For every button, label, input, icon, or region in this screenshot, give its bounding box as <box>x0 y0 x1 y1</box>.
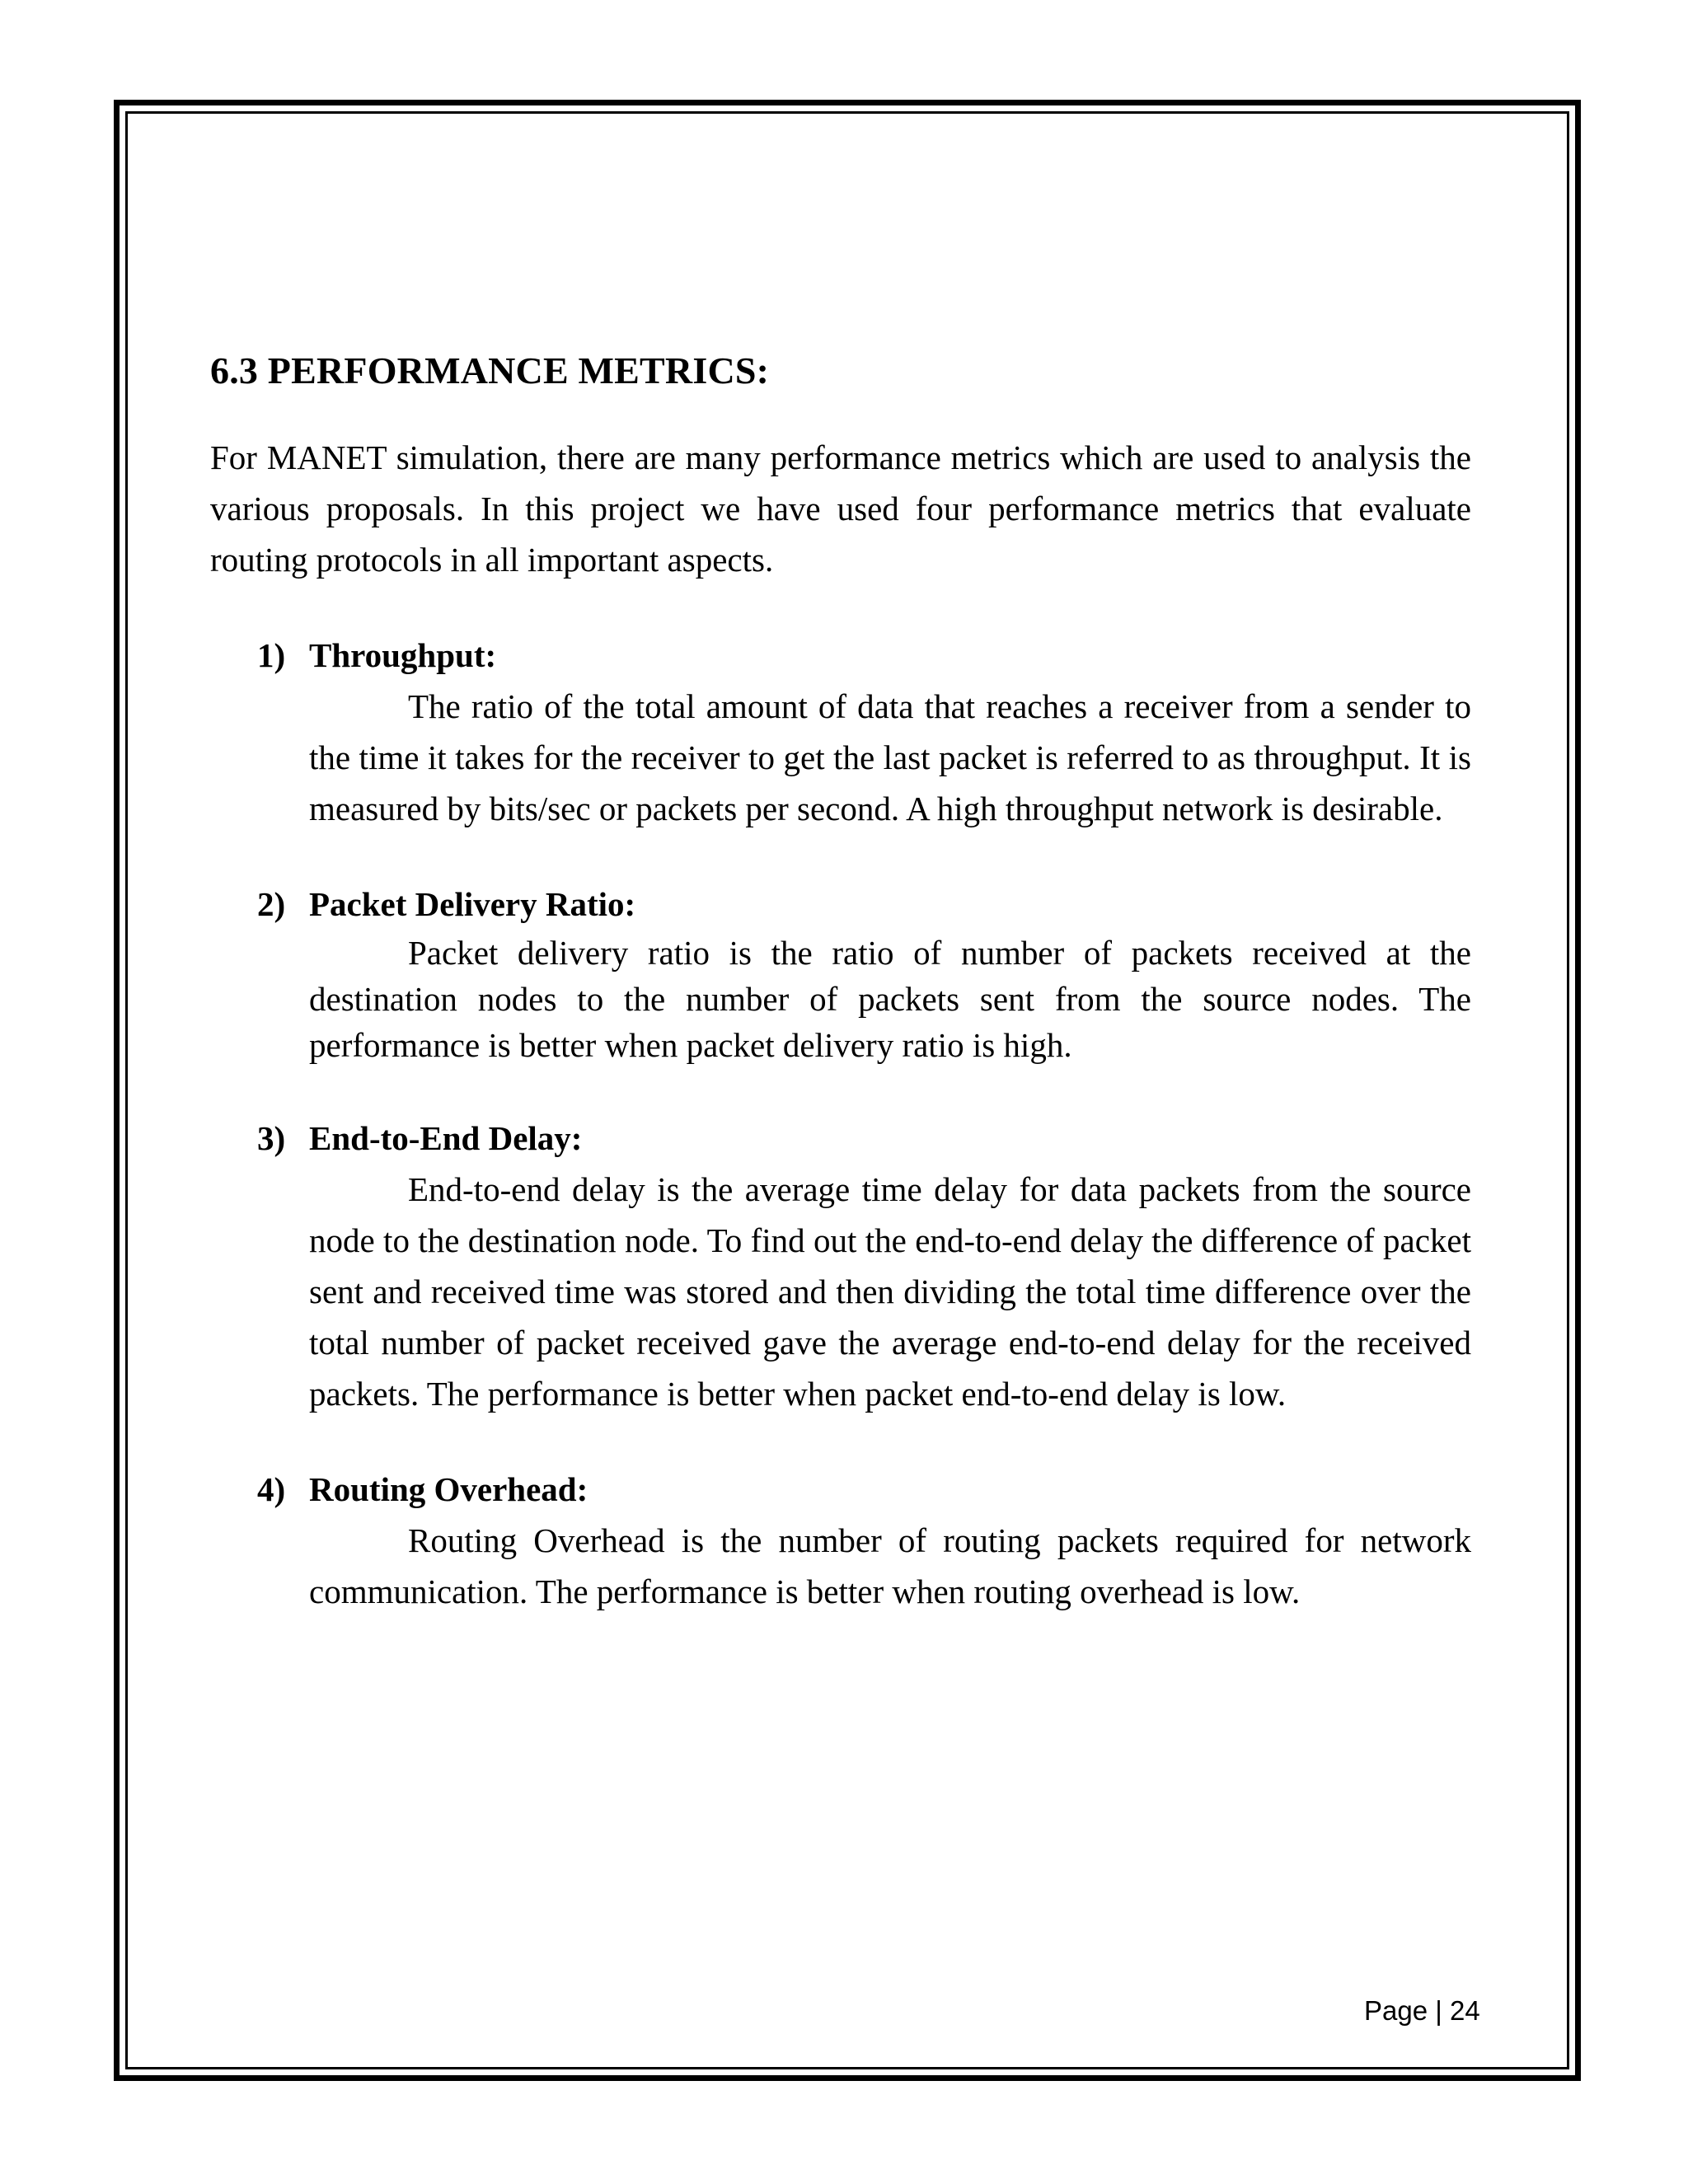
intro-paragraph: For MANET simulation, there are many performance metrics which are used to analysis the various proposals. In this project we have used four performance metrics that evaluate routing protocols in all important aspects. <box>210 438 1471 579</box>
metric-throughput <box>210 630 1471 834</box>
metric-title: Routing Overhead: <box>309 1470 588 1508</box>
metric-body: End-to-end delay is the average time delay for data packets from the source node to the destination node. To find out the end-to-end delay the difference of packet sent and received time was stored and then dividing the total time difference over the total number of packet received gave the average end-to-end delay for the received packets. The performance is better when packet end-to-end delay is low. <box>309 1170 1471 1413</box>
metric-end-to-end-delay <box>210 1113 1471 1419</box>
metric-number: 2) <box>257 885 286 923</box>
page-content <box>210 346 1471 1661</box>
metric-body: The ratio of the total amount of data that reaches a receiver from a sender to the time it takes for the receiver to get the last packet is referred to as throughput. It is measured by bits/sec or packets per second. A high throughput network is desirable. <box>309 687 1471 827</box>
metric-packet-delivery-ratio <box>210 879 1471 1068</box>
metric-routing-overhead <box>210 1464 1471 1617</box>
metric-title: End-to-End Delay: <box>309 1119 583 1157</box>
metric-number: 3) <box>257 1119 286 1157</box>
metric-body: Packet delivery ratio is the ratio of number of packets received at the destination nodes to the number of packets sent from the source nodes. The performance is better when packet delivery ratio is high. <box>309 934 1471 1064</box>
metric-body: Routing Overhead is the number of routing packets required for network communication. The performance is better when routing overhead is low. <box>309 1521 1471 1610</box>
page-number: Page | 24 <box>1364 1995 1480 2026</box>
metric-number: 4) <box>257 1470 286 1508</box>
metrics-list <box>210 630 1471 1617</box>
metric-title: Packet Delivery Ratio: <box>309 885 636 923</box>
section-heading: 6.3 PERFORMANCE METRICS: <box>210 349 770 391</box>
metric-title: Throughput: <box>309 636 497 674</box>
metric-number: 1) <box>257 636 286 674</box>
